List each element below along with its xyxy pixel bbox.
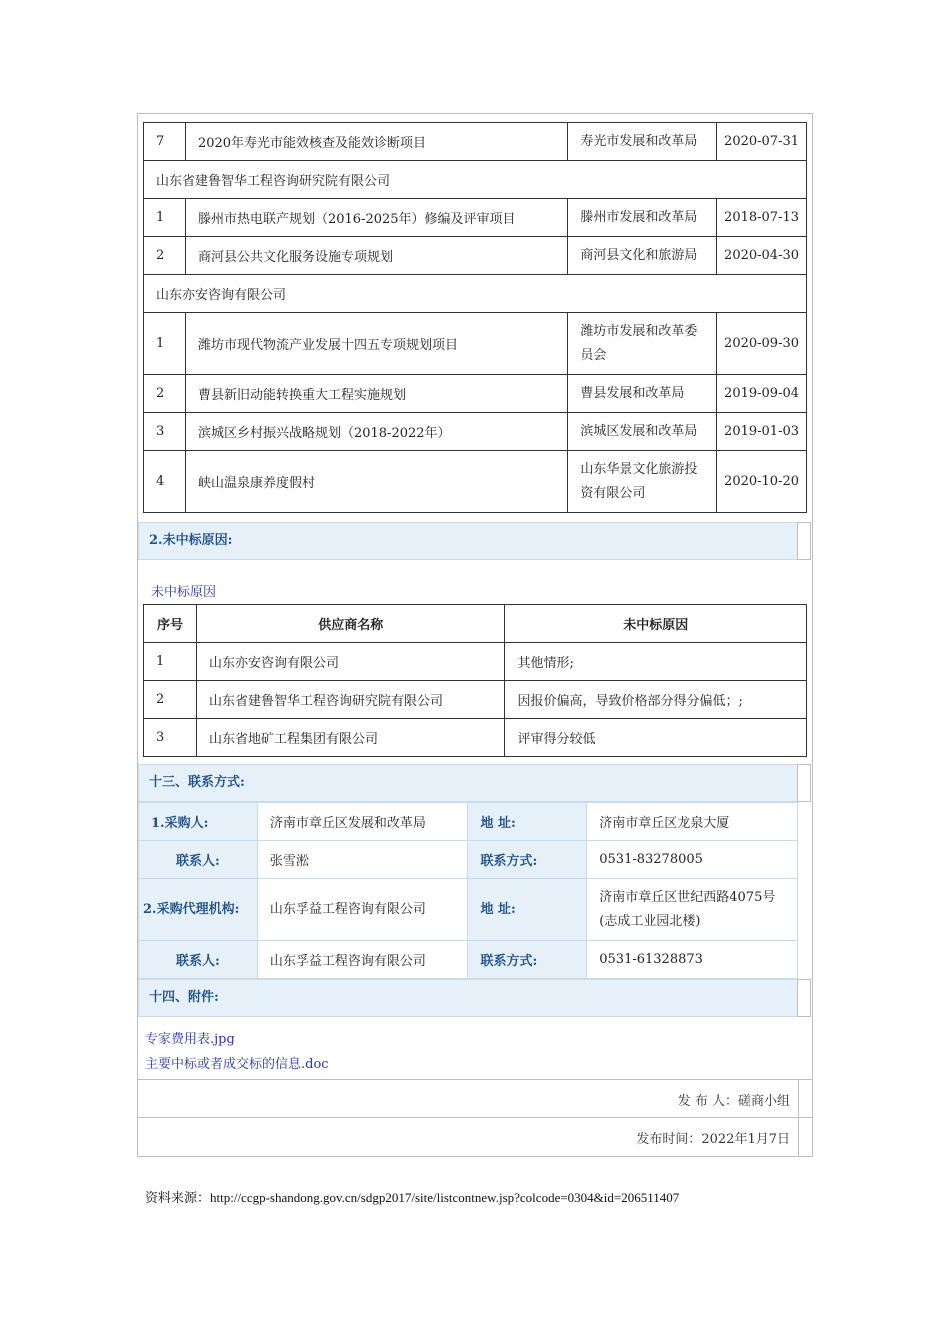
table-header-row	[144, 605, 807, 643]
header-reason: 未中标原因	[505, 605, 807, 643]
lose-reason: 其他情形;	[505, 643, 807, 681]
group-row	[144, 275, 807, 313]
project-name: 峡山温泉康养度假村	[185, 451, 567, 513]
project-date: 2020-07-31	[717, 123, 807, 161]
project-org: 曹县发展和改革局	[568, 375, 717, 413]
row-number: 2	[144, 681, 197, 719]
agency-contact: 山东孚益工程咨询有限公司	[257, 941, 468, 979]
project-org: 山东华景文化旅游投资有限公司	[568, 451, 717, 513]
group-title: 山东省建鲁智华工程咨询研究院有限公司	[144, 161, 807, 199]
agency-address: 济南市章丘区世纪西路4075号(志成工业园北楼)	[587, 879, 798, 941]
section-title: 2.未中标原因:	[149, 533, 233, 548]
row-number: 2	[144, 375, 186, 413]
supplier-name: 山东省建鲁智华工程咨询研究院有限公司	[196, 681, 504, 719]
address-label: 地 址:	[468, 803, 587, 841]
buyer-contact: 张雪淞	[257, 841, 468, 879]
project-org: 寿光市发展和改革局	[568, 123, 717, 161]
table-row	[144, 375, 807, 413]
table-row	[144, 413, 807, 451]
reasons-table	[143, 604, 807, 757]
contact-label: 联系人:	[139, 841, 258, 879]
table-row	[144, 313, 807, 375]
section-tail	[797, 522, 811, 560]
buyer-contact-row	[139, 841, 798, 879]
supplier-name: 山东亦安咨询有限公司	[196, 643, 504, 681]
row-number: 4	[144, 451, 186, 513]
group-title: 山东亦安咨询有限公司	[144, 275, 807, 313]
row-number: 7	[144, 123, 186, 161]
row-number: 1	[144, 313, 186, 375]
lose-reason-header	[138, 522, 798, 560]
row-number: 3	[144, 413, 186, 451]
buyer-row	[139, 803, 798, 841]
lose-reason: 因报价偏高，导致价格部分得分偏低；;	[505, 681, 807, 719]
buyer-name: 济南市章丘区发展和改革局	[257, 803, 468, 841]
table-row	[144, 451, 807, 513]
project-date: 2020-04-30	[717, 237, 807, 275]
project-org: 商河县文化和旅游局	[568, 237, 717, 275]
publish-time: 发布时间：2022年1月7日	[636, 1132, 790, 1147]
contact-label: 联系人:	[139, 941, 258, 979]
agency-label: 2.采购代理机构:	[139, 879, 258, 941]
row-number: 1	[144, 199, 186, 237]
section-tail	[797, 979, 811, 1017]
attachment-header	[138, 979, 798, 1017]
agency-row	[139, 879, 798, 941]
phone-label: 联系方式:	[468, 841, 587, 879]
buyer-label: 1.采购人:	[139, 803, 258, 841]
table-row	[144, 643, 807, 681]
divider	[138, 1079, 812, 1080]
project-name: 2020年寿光市能效核查及能效诊断项目	[185, 123, 567, 161]
buyer-address: 济南市章丘区龙泉大厦	[587, 803, 798, 841]
project-name: 滕州市热电联产规划（2016-2025年）修编及评审项目	[185, 199, 567, 237]
row-tail	[798, 1117, 812, 1157]
table-row	[144, 237, 807, 275]
section-title: 十三、联系方式:	[149, 775, 245, 790]
section-title: 十四、附件:	[149, 990, 219, 1005]
divider	[138, 1117, 812, 1118]
agency-name: 山东孚益工程咨询有限公司	[257, 879, 468, 941]
address-label: 地 址:	[468, 879, 587, 941]
header-name: 供应商名称	[196, 605, 504, 643]
row-number: 1	[144, 643, 197, 681]
table-row	[144, 681, 807, 719]
table-row	[144, 199, 807, 237]
row-tail	[798, 1079, 812, 1117]
project-date: 2018-07-13	[717, 199, 807, 237]
table-row	[144, 123, 807, 161]
section-tail	[797, 764, 811, 802]
table-row	[144, 719, 807, 757]
project-name: 曹县新旧动能转换重大工程实施规划	[185, 375, 567, 413]
contacts-table	[138, 802, 798, 979]
agency-contact-row	[139, 941, 798, 979]
project-date: 2019-09-04	[717, 375, 807, 413]
project-name: 商河县公共文化服务设施专项规划	[185, 237, 567, 275]
buyer-phone: 0531-83278005	[587, 841, 798, 879]
projects-table	[143, 122, 807, 513]
reason-caption: 未中标原因	[151, 585, 217, 600]
attachment-link-bid-info[interactable]: 主要中标或者成交标的信息.doc	[145, 1057, 329, 1072]
row-number: 2	[144, 237, 186, 275]
agency-phone: 0531-61328873	[587, 941, 798, 979]
supplier-name: 山东省地矿工程集团有限公司	[196, 719, 504, 757]
attachment-link-expert-fee[interactable]: 专家费用表.jpg	[145, 1032, 235, 1047]
source-line: 资料来源：http://ccgp-shandong.gov.cn/sdgp2017/site/listcontnew.jsp?colcode=0304&id=206511407	[145, 1190, 680, 1205]
project-name: 潍坊市现代物流产业发展十四五专项规划项目	[185, 313, 567, 375]
publisher: 发 布 人：磋商小组	[677, 1094, 790, 1109]
row-number: 3	[144, 719, 197, 757]
project-name: 滨城区乡村振兴战略规划（2018-2022年）	[185, 413, 567, 451]
project-date: 2019-01-03	[717, 413, 807, 451]
phone-label: 联系方式:	[468, 941, 587, 979]
project-date: 2020-10-20	[717, 451, 807, 513]
project-org: 滕州市发展和改革局	[568, 199, 717, 237]
project-org: 潍坊市发展和改革委员会	[568, 313, 717, 375]
header-no: 序号	[144, 605, 197, 643]
group-row	[144, 161, 807, 199]
contact-header	[138, 764, 798, 802]
project-date: 2020-09-30	[717, 313, 807, 375]
lose-reason: 评审得分较低	[505, 719, 807, 757]
project-org: 滨城区发展和改革局	[568, 413, 717, 451]
